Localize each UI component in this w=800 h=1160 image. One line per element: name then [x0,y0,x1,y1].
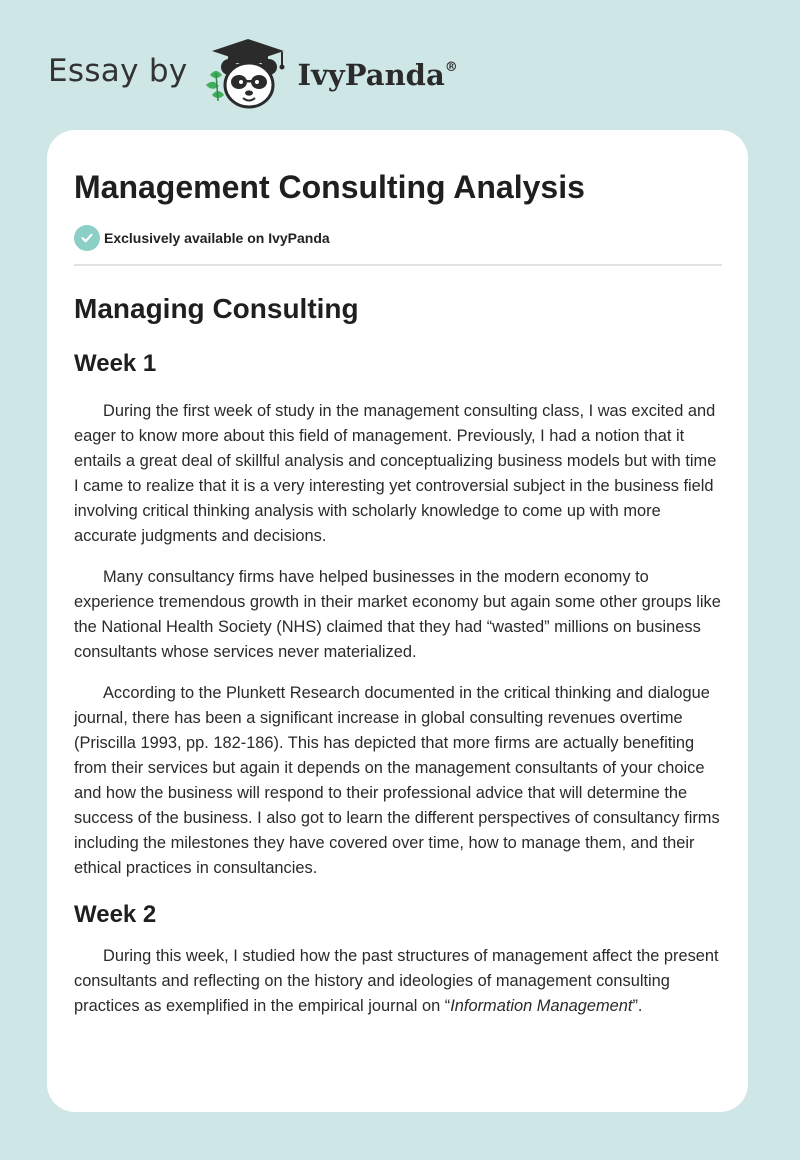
week-2-heading: Week 2 [74,900,157,928]
week-1-paragraph-1: During the first week of study in the management consulting class, I was excited and eager to know more about this field of management. Previously, I had a notion that it entails a great deal of skillful analysis and conceptualizing business models but with time I came to realize that it is a very interesting yet controversial subject in the business field involving critical thinking analysis with scholarly knowledge to come up with more accurate judgments and decisions. [74,401,717,545]
week-1-paragraph-2: Many consultancy firms have helped businesses in the modern economy to experience tremendous growth in their market economy but again some other groups like the National Health Society (NHS) claimed that they had “wasted” millions on business consultants whose services never materialized. [74,567,721,661]
brand-name [298,58,458,92]
week-1-heading: Week 1 [74,349,157,377]
section-title: Managing Consulting [74,293,359,325]
essay-card [47,130,748,1112]
essay-title: Management Consulting Analysis [74,169,585,205]
week-2-paragraph-tail: ”. [632,996,643,1015]
week-1-paragraph-3: According to the Plunkett Research documented in the critical thinking and dialogue journal, there has been a significant increase in global consulting revenues overtime (Priscilla 1993, pp. 182-186). This has depicted that more firms are actually benefiting from their services but again it depends on the management consultants of your choice and how the business will respond to their professional advice that will determine the success of the business. I also got to learn the different perspectives of consultancy firms including the milestones they have covered over time, how to manage them, and their ethical practices in consultancies. [74,683,720,877]
journal-title: Information Management [450,996,633,1015]
exclusive-badge [74,224,722,252]
week-2-paragraph-lead: During this week, I studied how the past structures of management affect the present consultants and reflecting on the history and ideologies of management consulting practices as exemplified in the empirical journal on “ [74,946,719,1015]
check-icon [74,225,100,251]
panda-graduate-icon [202,35,294,113]
registered-mark: ® [444,60,458,75]
week-2-paragraph-1 [74,944,722,1019]
title-divider [74,264,722,266]
exclusive-badge-label: Exclusively available on IvyPanda [104,230,330,247]
brand-prefix: Essay by [48,53,188,89]
brand-header [48,34,458,114]
brand-name-text: IvyPanda [297,58,445,92]
